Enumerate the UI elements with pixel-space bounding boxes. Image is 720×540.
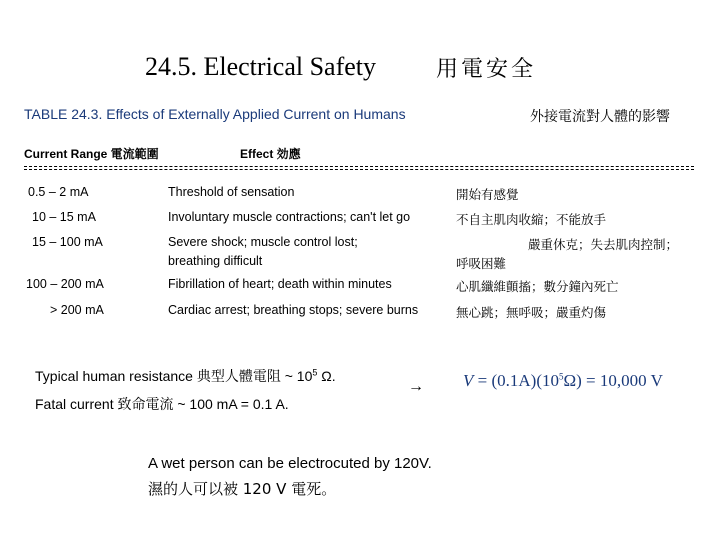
table-row-effect: Involuntary muscle contractions; can't let go: [168, 210, 411, 224]
table-divider: [24, 169, 694, 170]
page-title-zh: 用電安全: [436, 57, 537, 82]
table-row-effect: Severe shock; muscle control lost;: [168, 235, 358, 249]
table-row-effect-zh: 無心跳；無呼吸；嚴重灼傷: [456, 305, 607, 320]
table-row-range: 0.5 – 2 mA: [28, 185, 89, 199]
table-row-effect: Fibrillation of heart; death within minutes: [168, 277, 392, 291]
voltage-formula: $V = (0.1A)(10^5\Omega) = 10,000$ V: [463, 371, 663, 390]
table-row-effect-zh: 不自主肌肉收縮；不能放手: [456, 212, 607, 227]
resistance-note: Typical human resistance 典型人體電阻 ~ $10^5$ Ω.: [35, 367, 336, 384]
wet-person-warning-zh: 濕的人可以被 120 V 電死。: [148, 480, 337, 498]
fatal-current-note: Fatal current 致命電流 ~ 100 mA = 0.1 A.: [35, 396, 289, 412]
table-row-effect: Cardiac arrest; breathing stops; severe burns: [168, 303, 419, 317]
table-row-range: 15 – 100 mA: [32, 235, 103, 249]
page-title: 24.5. Electrical Safety: [145, 52, 377, 81]
table-title-zh: 外接電流對人體的影響: [530, 109, 670, 125]
wet-person-warning: A wet person can be electrocuted by 120V.: [148, 455, 432, 472]
table-row-effect-zh: 開始有感覺: [456, 187, 519, 202]
header-effect: Effect 効應: [240, 147, 301, 161]
table-row-effect: Threshold of sensation: [168, 185, 295, 199]
right-arrow-icon: →: [408, 378, 424, 395]
header-current-range: Current Range 電流範圍: [24, 147, 159, 161]
table-row-effect-zh: 嚴重休克；失去肌肉控制；: [528, 237, 679, 252]
table-row-effect-line2: breathing difficult: [168, 254, 263, 268]
table-title: TABLE 24.3. Effects of Externally Applied Current on Humans: [24, 106, 406, 122]
table-divider: [24, 166, 694, 167]
table-row-range: 10 – 15 mA: [32, 210, 96, 224]
table-row-range: > 200 mA: [50, 303, 104, 317]
table-row-effect-zh: 心肌纖維顫搐；數分鐘內死亡: [456, 279, 619, 294]
table-row-range: 100 – 200 mA: [26, 277, 104, 291]
table-row-effect-zh-line2: 呼吸困難: [456, 256, 507, 271]
